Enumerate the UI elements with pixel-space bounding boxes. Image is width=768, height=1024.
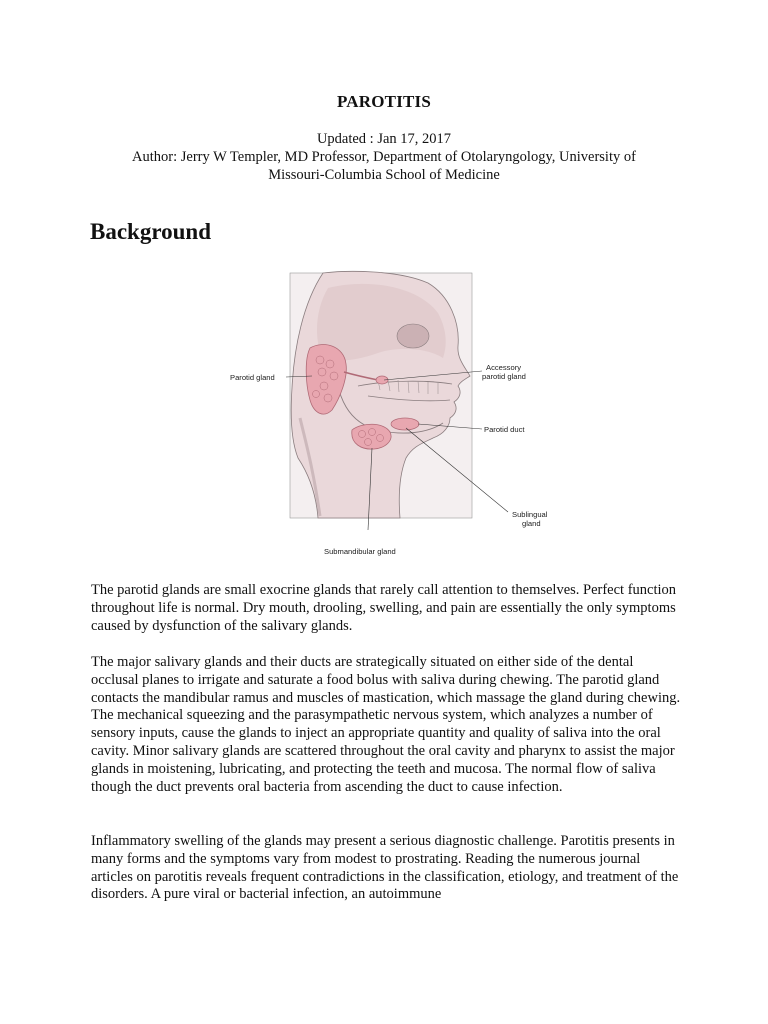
author-line: Author: Jerry W Templer, MD Professor, Department of Otolaryngology, University of Missouri-Columbia School of Medicine [132,149,636,183]
paragraph-1: The parotid glands are small exocrine glands that rarely call attention to themselves. Perfect function throughout life is normal. Dry mouth, drooling, swelling, and pain are essentially the only symptoms caused by dysfunction of the salivary glands. [91,582,677,634]
section-heading: Background [90,219,212,244]
sublingual-gland-shape [391,418,419,430]
label-sublingual-2: gland [522,519,541,528]
label-accessory-1: Accessory [486,363,522,372]
label-parotid-duct: Parotid duct [484,425,525,434]
eye-socket [397,324,429,348]
document-title: PAROTITIS [336,92,432,111]
label-submandibular: Submandibular gland [324,547,396,556]
label-accessory-2: parotid gland [482,372,526,381]
document-meta [110,130,658,184]
updated-date: Updated : Jan 17, 2017 [316,131,452,147]
label-parotid-gland: Parotid gland [230,373,275,382]
label-sublingual-1: Sublingual [512,510,548,519]
paragraph-2: The major salivary glands and their ducts are strategically situated on either side of the dental occlusal planes to irrigate and saturate a food bolus with saliva during chewing. The parotid gland contacts the mandibular ramus and muscles of mastication, which massage the gland during chewing. The mechanical squeezing and the parasympathetic nervous system, which analyzes a number of sensory inputs, cause the glands to inject an appropriate quantity and quality of saliva into the oral cavity. Minor salivary glands are scattered throughout the oral cavity and pharynx to assist the major glands in moistening, lubricating, and protecting the teeth and mucosa. The normal flow of saliva though the duct prevents oral bacteria from ascending the duct to cause infection. [91,654,681,795]
salivary-glands-illustration [228,268,548,563]
anatomy-figure [228,268,548,563]
paragraph-3: Inflammatory swelling of the glands may present a serious diagnostic challenge. Parotitis presents in many forms and the symptoms vary from modest to prostrating. Reading the numerous journal articles on parotitis reveals frequent contradictions in the classification, etiology, and treatment of the disorders. A pure viral or bacterial infection, an autoimmune [91,833,679,903]
submandibular-gland-shape [352,424,391,449]
